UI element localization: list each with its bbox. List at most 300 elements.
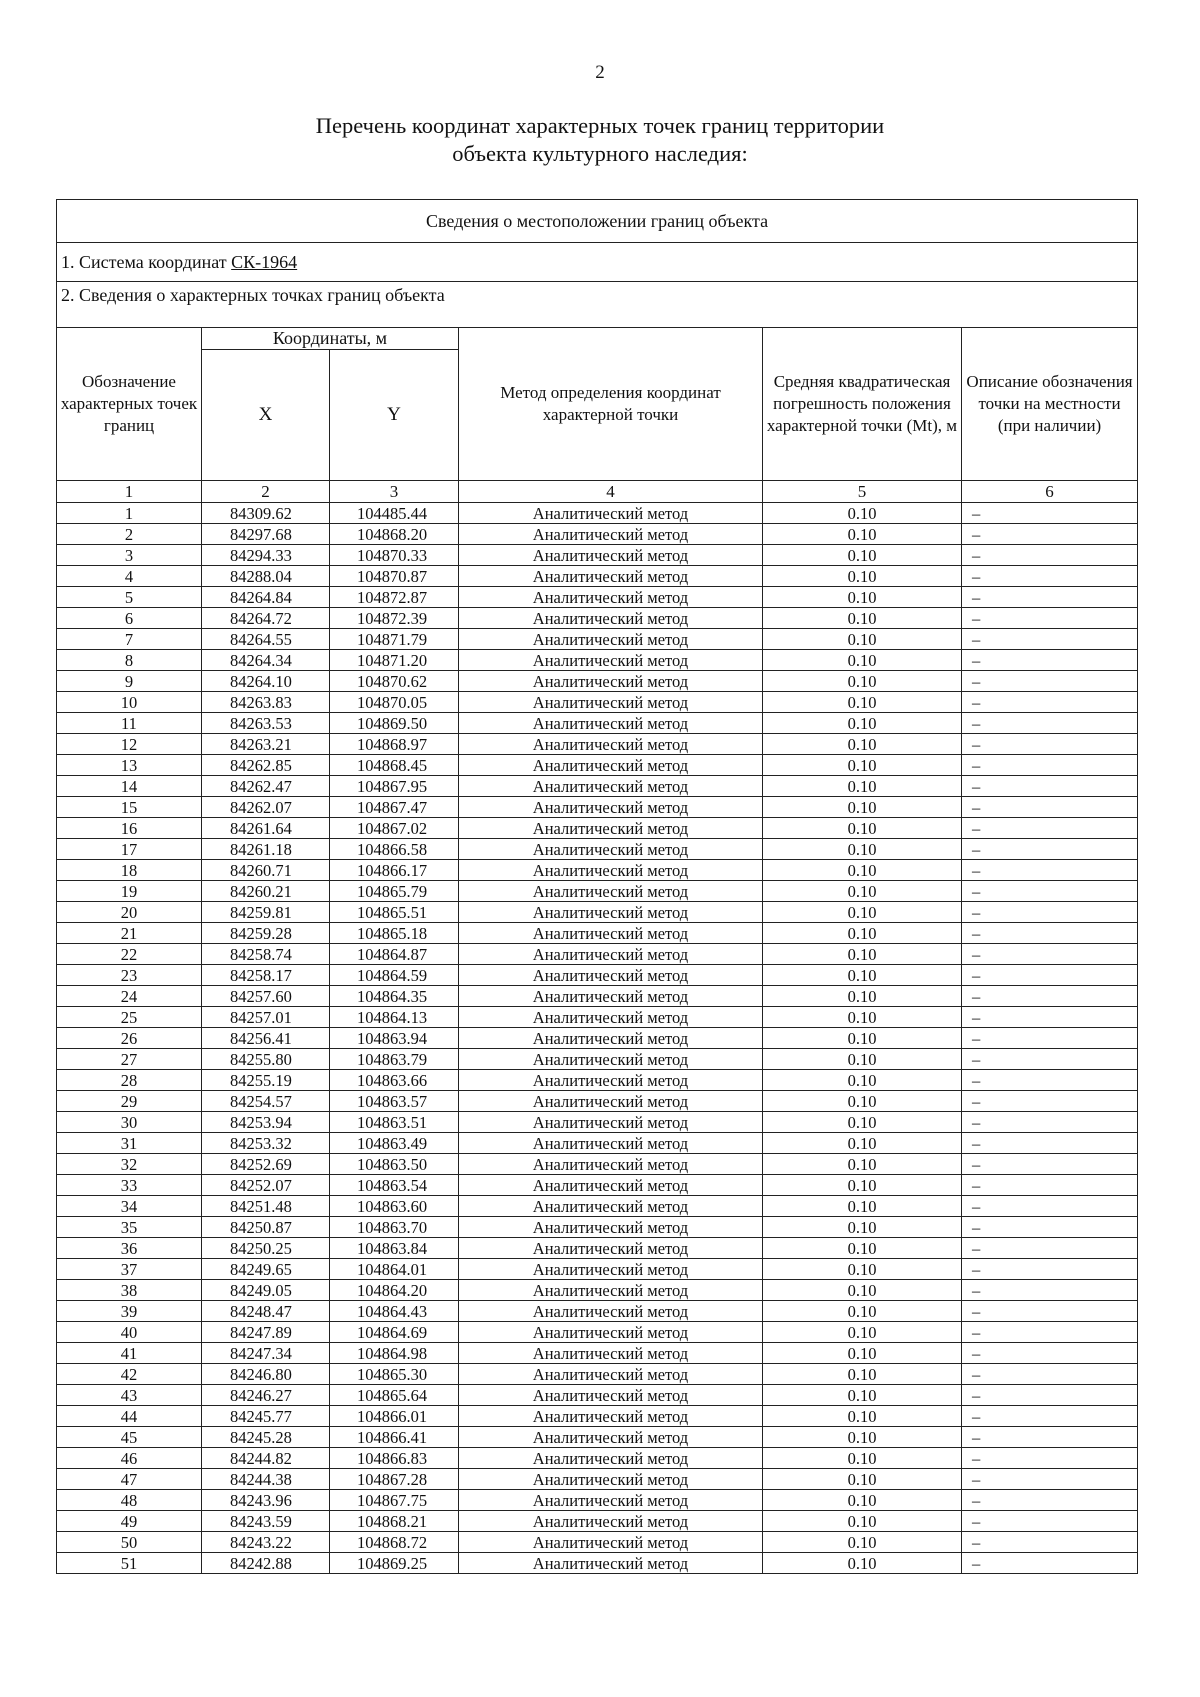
x-coordinate-cell: 84264.10 bbox=[202, 671, 330, 692]
description-cell: – bbox=[962, 986, 1138, 1007]
error-cell: 0.10 bbox=[763, 650, 962, 671]
description-cell: – bbox=[962, 692, 1138, 713]
column-number-row bbox=[57, 481, 1138, 503]
description-cell: – bbox=[962, 608, 1138, 629]
error-cell: 0.10 bbox=[763, 1385, 962, 1406]
table-row bbox=[57, 650, 1138, 671]
description-cell: – bbox=[962, 650, 1138, 671]
method-cell: Аналитический метод bbox=[459, 1259, 763, 1280]
y-coordinate-cell: 104864.98 bbox=[330, 1343, 459, 1364]
description-cell: – bbox=[962, 1322, 1138, 1343]
y-coordinate-cell: 104863.79 bbox=[330, 1049, 459, 1070]
point-number-cell: 43 bbox=[57, 1385, 202, 1406]
method-cell: Аналитический метод bbox=[459, 1175, 763, 1196]
coordinate-system-row bbox=[57, 243, 1138, 282]
x-coordinate-cell: 84260.71 bbox=[202, 860, 330, 881]
x-coordinate-cell: 84309.62 bbox=[202, 503, 330, 524]
point-number-cell: 2 bbox=[57, 524, 202, 545]
description-cell: – bbox=[962, 566, 1138, 587]
y-coordinate-cell: 104867.75 bbox=[330, 1490, 459, 1511]
point-number-cell: 48 bbox=[57, 1490, 202, 1511]
x-coordinate-cell: 84258.74 bbox=[202, 944, 330, 965]
method-cell: Аналитический метод bbox=[459, 545, 763, 566]
method-cell: Аналитический метод bbox=[459, 1301, 763, 1322]
point-number-cell: 1 bbox=[57, 503, 202, 524]
description-cell: – bbox=[962, 1301, 1138, 1322]
x-coordinate-cell: 84255.80 bbox=[202, 1049, 330, 1070]
y-coordinate-cell: 104867.95 bbox=[330, 776, 459, 797]
table-row bbox=[57, 1553, 1138, 1574]
x-coordinate-cell: 84263.53 bbox=[202, 713, 330, 734]
point-number-cell: 33 bbox=[57, 1175, 202, 1196]
table-row bbox=[57, 1049, 1138, 1070]
point-number-cell: 30 bbox=[57, 1112, 202, 1133]
error-cell: 0.10 bbox=[763, 566, 962, 587]
description-cell: – bbox=[962, 587, 1138, 608]
error-cell: 0.10 bbox=[763, 797, 962, 818]
y-coordinate-cell: 104868.97 bbox=[330, 734, 459, 755]
x-coordinate-cell: 84254.57 bbox=[202, 1091, 330, 1112]
point-number-cell: 39 bbox=[57, 1301, 202, 1322]
y-coordinate-cell: 104863.70 bbox=[330, 1217, 459, 1238]
method-cell: Аналитический метод bbox=[459, 503, 763, 524]
y-coordinate-cell: 104863.66 bbox=[330, 1070, 459, 1091]
point-number-cell: 7 bbox=[57, 629, 202, 650]
table-row bbox=[57, 1301, 1138, 1322]
error-cell: 0.10 bbox=[763, 545, 962, 566]
description-cell: – bbox=[962, 1448, 1138, 1469]
y-coordinate-cell: 104865.51 bbox=[330, 902, 459, 923]
x-coordinate-cell: 84264.72 bbox=[202, 608, 330, 629]
error-cell: 0.10 bbox=[763, 902, 962, 923]
point-number-cell: 44 bbox=[57, 1406, 202, 1427]
method-cell: Аналитический метод bbox=[459, 818, 763, 839]
y-coordinate-cell: 104867.47 bbox=[330, 797, 459, 818]
error-cell: 0.10 bbox=[763, 776, 962, 797]
description-cell: – bbox=[962, 1511, 1138, 1532]
method-cell: Аналитический метод bbox=[459, 1028, 763, 1049]
method-cell: Аналитический метод bbox=[459, 1343, 763, 1364]
error-cell: 0.10 bbox=[763, 503, 962, 524]
y-coordinate-cell: 104868.72 bbox=[330, 1532, 459, 1553]
error-cell: 0.10 bbox=[763, 1196, 962, 1217]
point-number-cell: 6 bbox=[57, 608, 202, 629]
x-coordinate-cell: 84259.81 bbox=[202, 902, 330, 923]
title-line-2: объекта культурного наследия: bbox=[452, 141, 748, 166]
description-cell: – bbox=[962, 1196, 1138, 1217]
description-cell: – bbox=[962, 776, 1138, 797]
x-coordinate-cell: 84262.07 bbox=[202, 797, 330, 818]
method-cell: Аналитический метод bbox=[459, 797, 763, 818]
method-cell: Аналитический метод bbox=[459, 1238, 763, 1259]
point-number-cell: 50 bbox=[57, 1532, 202, 1553]
table-row bbox=[57, 1112, 1138, 1133]
description-cell: – bbox=[962, 1343, 1138, 1364]
table-row bbox=[57, 902, 1138, 923]
method-cell: Аналитический метод bbox=[459, 1112, 763, 1133]
description-cell: – bbox=[962, 923, 1138, 944]
description-cell: – bbox=[962, 1049, 1138, 1070]
x-coordinate-cell: 84264.34 bbox=[202, 650, 330, 671]
description-cell: – bbox=[962, 1406, 1138, 1427]
table-row bbox=[57, 986, 1138, 1007]
point-number-cell: 42 bbox=[57, 1364, 202, 1385]
table-row bbox=[57, 1490, 1138, 1511]
method-cell: Аналитический метод bbox=[459, 650, 763, 671]
method-cell: Аналитический метод bbox=[459, 860, 763, 881]
table-row bbox=[57, 1238, 1138, 1259]
table-row bbox=[57, 839, 1138, 860]
method-cell: Аналитический метод bbox=[459, 944, 763, 965]
method-cell: Аналитический метод bbox=[459, 1385, 763, 1406]
coordinate-system-value: СК-1964 bbox=[231, 251, 298, 272]
description-cell: – bbox=[962, 1112, 1138, 1133]
table-body bbox=[57, 503, 1138, 1574]
description-cell: – bbox=[962, 713, 1138, 734]
table-row bbox=[57, 1532, 1138, 1553]
table-row bbox=[57, 881, 1138, 902]
y-coordinate-cell: 104867.02 bbox=[330, 818, 459, 839]
y-coordinate-cell: 104868.21 bbox=[330, 1511, 459, 1532]
y-coordinate-cell: 104863.57 bbox=[330, 1091, 459, 1112]
col-method-header: Метод определения координат характерной точки bbox=[459, 328, 763, 481]
table-row bbox=[57, 1070, 1138, 1091]
point-number-cell: 18 bbox=[57, 860, 202, 881]
description-cell: – bbox=[962, 629, 1138, 650]
table-row bbox=[57, 692, 1138, 713]
point-number-cell: 40 bbox=[57, 1322, 202, 1343]
table-row bbox=[57, 1217, 1138, 1238]
error-cell: 0.10 bbox=[763, 1511, 962, 1532]
point-number-cell: 12 bbox=[57, 734, 202, 755]
y-coordinate-cell: 104867.28 bbox=[330, 1469, 459, 1490]
method-cell: Аналитический метод bbox=[459, 1427, 763, 1448]
table-row bbox=[57, 1406, 1138, 1427]
y-coordinate-cell: 104865.18 bbox=[330, 923, 459, 944]
col-designation-header: Обозначение характерных точек границ bbox=[57, 328, 202, 481]
description-cell: – bbox=[962, 1007, 1138, 1028]
description-cell: – bbox=[962, 1490, 1138, 1511]
table-row bbox=[57, 629, 1138, 650]
y-coordinate-cell: 104866.83 bbox=[330, 1448, 459, 1469]
table-row bbox=[57, 608, 1138, 629]
method-cell: Аналитический метод bbox=[459, 1091, 763, 1112]
y-coordinate-cell: 104863.50 bbox=[330, 1154, 459, 1175]
point-number-cell: 36 bbox=[57, 1238, 202, 1259]
method-cell: Аналитический метод bbox=[459, 1553, 763, 1574]
x-coordinate-cell: 84264.84 bbox=[202, 587, 330, 608]
x-coordinate-cell: 84257.01 bbox=[202, 1007, 330, 1028]
y-coordinate-cell: 104864.35 bbox=[330, 986, 459, 1007]
section-header: Сведения о местоположении границ объекта bbox=[57, 200, 1138, 243]
description-cell: – bbox=[962, 1028, 1138, 1049]
method-cell: Аналитический метод bbox=[459, 671, 763, 692]
y-coordinate-cell: 104866.41 bbox=[330, 1427, 459, 1448]
y-coordinate-cell: 104866.58 bbox=[330, 839, 459, 860]
point-number-cell: 20 bbox=[57, 902, 202, 923]
description-cell: – bbox=[962, 839, 1138, 860]
method-cell: Аналитический метод bbox=[459, 1469, 763, 1490]
description-cell: – bbox=[962, 944, 1138, 965]
y-coordinate-cell: 104863.51 bbox=[330, 1112, 459, 1133]
error-cell: 0.10 bbox=[763, 1406, 962, 1427]
table-row bbox=[57, 1175, 1138, 1196]
description-cell: – bbox=[962, 1364, 1138, 1385]
method-cell: Аналитический метод bbox=[459, 923, 763, 944]
coordinates-table bbox=[56, 199, 1138, 1574]
method-cell: Аналитический метод bbox=[459, 1364, 763, 1385]
method-cell: Аналитический метод bbox=[459, 1133, 763, 1154]
x-coordinate-cell: 84259.28 bbox=[202, 923, 330, 944]
method-cell: Аналитический метод bbox=[459, 1007, 763, 1028]
description-cell: – bbox=[962, 1385, 1138, 1406]
point-number-cell: 37 bbox=[57, 1259, 202, 1280]
point-number-cell: 8 bbox=[57, 650, 202, 671]
x-coordinate-cell: 84252.69 bbox=[202, 1154, 330, 1175]
error-cell: 0.10 bbox=[763, 1091, 962, 1112]
error-cell: 0.10 bbox=[763, 1553, 962, 1574]
point-number-cell: 19 bbox=[57, 881, 202, 902]
y-coordinate-cell: 104864.20 bbox=[330, 1280, 459, 1301]
col-error-header: Средняя квадратическая погрешность положения характерной точки (Mt), м bbox=[763, 328, 962, 481]
method-cell: Аналитический метод bbox=[459, 1448, 763, 1469]
error-cell: 0.10 bbox=[763, 1154, 962, 1175]
point-number-cell: 35 bbox=[57, 1217, 202, 1238]
point-number-cell: 21 bbox=[57, 923, 202, 944]
table-row bbox=[57, 545, 1138, 566]
method-cell: Аналитический метод bbox=[459, 986, 763, 1007]
x-coordinate-cell: 84256.41 bbox=[202, 1028, 330, 1049]
table-row bbox=[57, 1343, 1138, 1364]
table-row bbox=[57, 965, 1138, 986]
error-cell: 0.10 bbox=[763, 818, 962, 839]
table-row bbox=[57, 1322, 1138, 1343]
point-number-cell: 23 bbox=[57, 965, 202, 986]
method-cell: Аналитический метод bbox=[459, 776, 763, 797]
error-cell: 0.10 bbox=[763, 1175, 962, 1196]
error-cell: 0.10 bbox=[763, 1322, 962, 1343]
table-row bbox=[57, 860, 1138, 881]
y-coordinate-cell: 104869.25 bbox=[330, 1553, 459, 1574]
y-coordinate-cell: 104870.05 bbox=[330, 692, 459, 713]
points-section-header: 2. Сведения о характерных точках границ объекта bbox=[57, 282, 1138, 328]
point-number-cell: 26 bbox=[57, 1028, 202, 1049]
description-cell: – bbox=[962, 545, 1138, 566]
x-coordinate-cell: 84250.87 bbox=[202, 1217, 330, 1238]
error-cell: 0.10 bbox=[763, 1112, 962, 1133]
error-cell: 0.10 bbox=[763, 965, 962, 986]
x-coordinate-cell: 84262.85 bbox=[202, 755, 330, 776]
table-row bbox=[57, 1511, 1138, 1532]
y-coordinate-cell: 104865.30 bbox=[330, 1364, 459, 1385]
method-cell: Аналитический метод bbox=[459, 1217, 763, 1238]
point-number-cell: 46 bbox=[57, 1448, 202, 1469]
description-cell: – bbox=[962, 503, 1138, 524]
col-x-header: X bbox=[202, 350, 330, 481]
col-description-header: Описание обозначения точки на местности (при наличии) bbox=[962, 328, 1138, 481]
column-number: 2 bbox=[202, 481, 330, 503]
table-row bbox=[57, 566, 1138, 587]
method-cell: Аналитический метод bbox=[459, 839, 763, 860]
x-coordinate-cell: 84251.48 bbox=[202, 1196, 330, 1217]
error-cell: 0.10 bbox=[763, 1070, 962, 1091]
description-cell: – bbox=[962, 1133, 1138, 1154]
y-coordinate-cell: 104870.33 bbox=[330, 545, 459, 566]
description-cell: – bbox=[962, 734, 1138, 755]
table-row bbox=[57, 1091, 1138, 1112]
y-coordinate-cell: 104863.54 bbox=[330, 1175, 459, 1196]
error-cell: 0.10 bbox=[763, 671, 962, 692]
description-cell: – bbox=[962, 1175, 1138, 1196]
y-coordinate-cell: 104872.87 bbox=[330, 587, 459, 608]
method-cell: Аналитический метод bbox=[459, 1406, 763, 1427]
error-cell: 0.10 bbox=[763, 1427, 962, 1448]
error-cell: 0.10 bbox=[763, 1007, 962, 1028]
point-number-cell: 4 bbox=[57, 566, 202, 587]
error-cell: 0.10 bbox=[763, 839, 962, 860]
point-number-cell: 5 bbox=[57, 587, 202, 608]
table-row bbox=[57, 503, 1138, 524]
point-number-cell: 49 bbox=[57, 1511, 202, 1532]
y-coordinate-cell: 104863.49 bbox=[330, 1133, 459, 1154]
description-cell: – bbox=[962, 818, 1138, 839]
y-coordinate-cell: 104863.94 bbox=[330, 1028, 459, 1049]
point-number-cell: 38 bbox=[57, 1280, 202, 1301]
error-cell: 0.10 bbox=[763, 1490, 962, 1511]
y-coordinate-cell: 104863.84 bbox=[330, 1238, 459, 1259]
y-coordinate-cell: 104864.69 bbox=[330, 1322, 459, 1343]
table-row bbox=[57, 818, 1138, 839]
method-cell: Аналитический метод bbox=[459, 1490, 763, 1511]
table-row bbox=[57, 1007, 1138, 1028]
error-cell: 0.10 bbox=[763, 1469, 962, 1490]
table-row bbox=[57, 797, 1138, 818]
error-cell: 0.10 bbox=[763, 608, 962, 629]
y-coordinate-cell: 104865.79 bbox=[330, 881, 459, 902]
x-coordinate-cell: 84247.89 bbox=[202, 1322, 330, 1343]
method-cell: Аналитический метод bbox=[459, 965, 763, 986]
x-coordinate-cell: 84243.59 bbox=[202, 1511, 330, 1532]
method-cell: Аналитический метод bbox=[459, 713, 763, 734]
x-coordinate-cell: 84243.96 bbox=[202, 1490, 330, 1511]
x-coordinate-cell: 84264.55 bbox=[202, 629, 330, 650]
method-cell: Аналитический метод bbox=[459, 692, 763, 713]
x-coordinate-cell: 84247.34 bbox=[202, 1343, 330, 1364]
col-y-header: Y bbox=[330, 350, 459, 481]
point-number-cell: 41 bbox=[57, 1343, 202, 1364]
column-number: 1 bbox=[57, 481, 202, 503]
method-cell: Аналитический метод bbox=[459, 566, 763, 587]
method-cell: Аналитический метод bbox=[459, 1322, 763, 1343]
x-coordinate-cell: 84255.19 bbox=[202, 1070, 330, 1091]
point-number-cell: 27 bbox=[57, 1049, 202, 1070]
description-cell: – bbox=[962, 1070, 1138, 1091]
error-cell: 0.10 bbox=[763, 986, 962, 1007]
table-row bbox=[57, 776, 1138, 797]
description-cell: – bbox=[962, 881, 1138, 902]
error-cell: 0.10 bbox=[763, 860, 962, 881]
x-coordinate-cell: 84245.28 bbox=[202, 1427, 330, 1448]
y-coordinate-cell: 104869.50 bbox=[330, 713, 459, 734]
title-line-1: Перечень координат характерных точек границ территории bbox=[315, 113, 885, 138]
method-cell: Аналитический метод bbox=[459, 1280, 763, 1301]
point-number-cell: 22 bbox=[57, 944, 202, 965]
point-number-cell: 11 bbox=[57, 713, 202, 734]
method-cell: Аналитический метод bbox=[459, 734, 763, 755]
table-row bbox=[57, 1028, 1138, 1049]
x-coordinate-cell: 84244.82 bbox=[202, 1448, 330, 1469]
table-row bbox=[57, 1427, 1138, 1448]
method-cell: Аналитический метод bbox=[459, 755, 763, 776]
y-coordinate-cell: 104871.20 bbox=[330, 650, 459, 671]
x-coordinate-cell: 84257.60 bbox=[202, 986, 330, 1007]
point-number-cell: 45 bbox=[57, 1427, 202, 1448]
description-cell: – bbox=[962, 902, 1138, 923]
x-coordinate-cell: 84263.21 bbox=[202, 734, 330, 755]
y-coordinate-cell: 104864.59 bbox=[330, 965, 459, 986]
x-coordinate-cell: 84244.38 bbox=[202, 1469, 330, 1490]
description-cell: – bbox=[962, 1469, 1138, 1490]
y-coordinate-cell: 104866.17 bbox=[330, 860, 459, 881]
x-coordinate-cell: 84253.94 bbox=[202, 1112, 330, 1133]
x-coordinate-cell: 84253.32 bbox=[202, 1133, 330, 1154]
method-cell: Аналитический метод bbox=[459, 1154, 763, 1175]
description-cell: – bbox=[962, 524, 1138, 545]
error-cell: 0.10 bbox=[763, 944, 962, 965]
y-coordinate-cell: 104872.39 bbox=[330, 608, 459, 629]
table-row bbox=[57, 944, 1138, 965]
table-row bbox=[57, 1385, 1138, 1406]
point-number-cell: 10 bbox=[57, 692, 202, 713]
point-number-cell: 28 bbox=[57, 1070, 202, 1091]
point-number-cell: 16 bbox=[57, 818, 202, 839]
point-number-cell: 51 bbox=[57, 1553, 202, 1574]
description-cell: – bbox=[962, 1553, 1138, 1574]
point-number-cell: 34 bbox=[57, 1196, 202, 1217]
x-coordinate-cell: 84250.25 bbox=[202, 1238, 330, 1259]
error-cell: 0.10 bbox=[763, 1238, 962, 1259]
y-coordinate-cell: 104864.87 bbox=[330, 944, 459, 965]
x-coordinate-cell: 84258.17 bbox=[202, 965, 330, 986]
table-row bbox=[57, 1133, 1138, 1154]
table-row bbox=[57, 713, 1138, 734]
error-cell: 0.10 bbox=[763, 1343, 962, 1364]
y-coordinate-cell: 104865.64 bbox=[330, 1385, 459, 1406]
method-cell: Аналитический метод bbox=[459, 881, 763, 902]
column-number: 4 bbox=[459, 481, 763, 503]
x-coordinate-cell: 84242.88 bbox=[202, 1553, 330, 1574]
point-number-cell: 47 bbox=[57, 1469, 202, 1490]
method-cell: Аналитический метод bbox=[459, 1532, 763, 1553]
error-cell: 0.10 bbox=[763, 524, 962, 545]
point-number-cell: 3 bbox=[57, 545, 202, 566]
method-cell: Аналитический метод bbox=[459, 629, 763, 650]
description-cell: – bbox=[962, 1154, 1138, 1175]
point-number-cell: 13 bbox=[57, 755, 202, 776]
error-cell: 0.10 bbox=[763, 881, 962, 902]
point-number-cell: 25 bbox=[57, 1007, 202, 1028]
point-number-cell: 29 bbox=[57, 1091, 202, 1112]
y-coordinate-cell: 104866.01 bbox=[330, 1406, 459, 1427]
table-row bbox=[57, 1154, 1138, 1175]
y-coordinate-cell: 104864.13 bbox=[330, 1007, 459, 1028]
description-cell: – bbox=[962, 1427, 1138, 1448]
y-coordinate-cell: 104864.01 bbox=[330, 1259, 459, 1280]
x-coordinate-cell: 84263.83 bbox=[202, 692, 330, 713]
method-cell: Аналитический метод bbox=[459, 1070, 763, 1091]
y-coordinate-cell: 104868.45 bbox=[330, 755, 459, 776]
x-coordinate-cell: 84261.64 bbox=[202, 818, 330, 839]
